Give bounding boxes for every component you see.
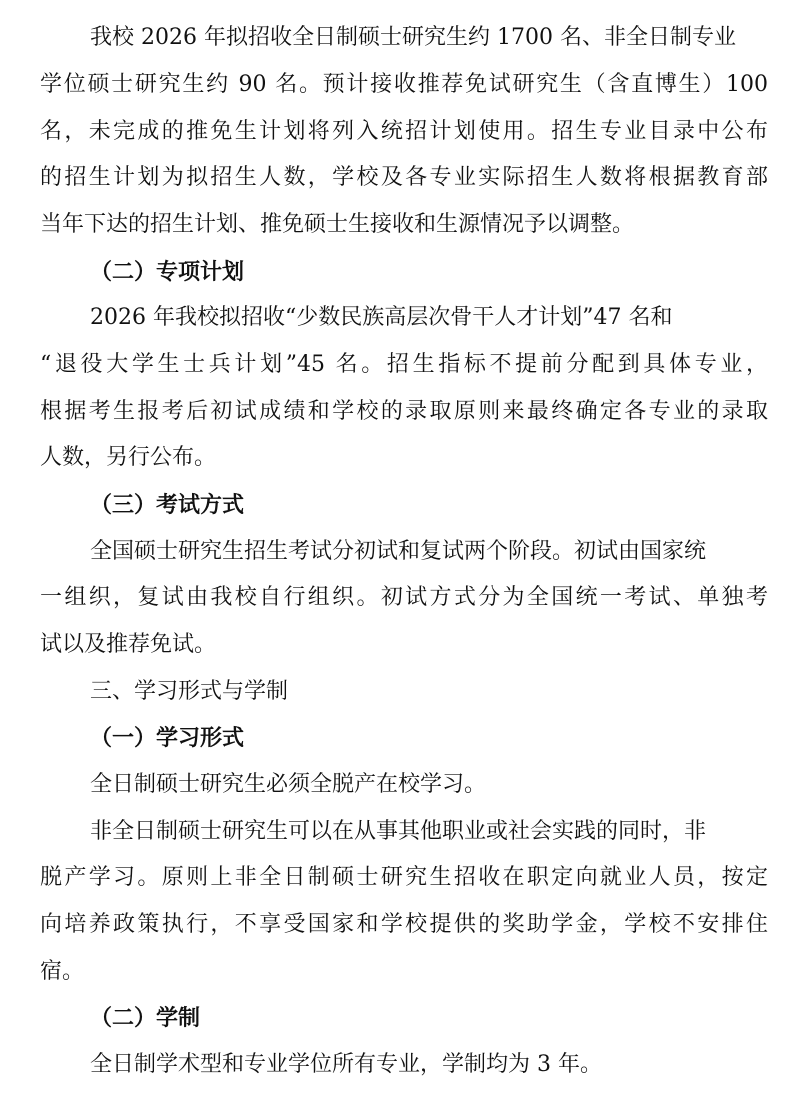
paragraph-line: 全国硕士研究生招生考试分初试和复试两个阶段。初试由国家统 [90,539,707,564]
paragraph-line: 学位硕士研究生约 90 名。预计接收推荐免试研究生（含直博生）100 [40,72,768,97]
paragraph-line: 2026 年我校拟招收“少数民族高层次骨干人才计划”47 名和 [90,305,673,330]
paragraph-line: 全日制学术型和专业学位所有专业，学制均为 3 年。 [90,1052,602,1077]
paragraph-line: 宿。 [40,959,85,984]
paragraph-line: 全日制硕士研究生必须全脱产在校学习。 [90,772,487,797]
paragraph-line: “退役大学生士兵计划”45 名。招生指标不提前分配到具体专业， [40,352,768,377]
section-title: 三、学习形式与学制 [90,679,289,704]
section-heading: （二）学制 [90,1005,201,1031]
section-heading: （三）考试方式 [90,492,245,518]
paragraph-line: 一组织，复试由我校自行组织。初试方式分为全国统一考试、单独考 [40,585,768,610]
paragraph-line: 根据考生报考后初试成绩和学校的录取原则来最终确定各专业的录取 [40,399,768,424]
paragraph-line: 向培养政策执行，不享受国家和学校提供的奖助学金，学校不安排住 [40,912,768,937]
paragraph-line: 我校 2026 年拟招收全日制硕士研究生约 1700 名、非全日制专业 [90,25,736,50]
paragraph-line: 人数，另行公布。 [40,445,217,470]
paragraph-line: 试以及推荐免试。 [40,632,217,657]
paragraph-line: 非全日制硕士研究生可以在从事其他职业或社会实践的同时，非 [90,819,707,844]
paragraph-line: 的招生计划为拟招生人数，学校及各专业实际招生人数将根据教育部 [40,165,768,190]
paragraph-line: 当年下达的招生计划、推免硕士生接收和生源情况予以调整。 [40,212,635,237]
paragraph-line: 名，未完成的推免生计划将列入统招计划使用。招生专业目录中公布 [40,119,768,144]
section-heading: （二）专项计划 [90,259,245,285]
section-heading: （一）学习形式 [90,725,245,751]
paragraph-line: 脱产学习。原则上非全日制硕士研究生招收在职定向就业人员，按定 [40,865,768,890]
